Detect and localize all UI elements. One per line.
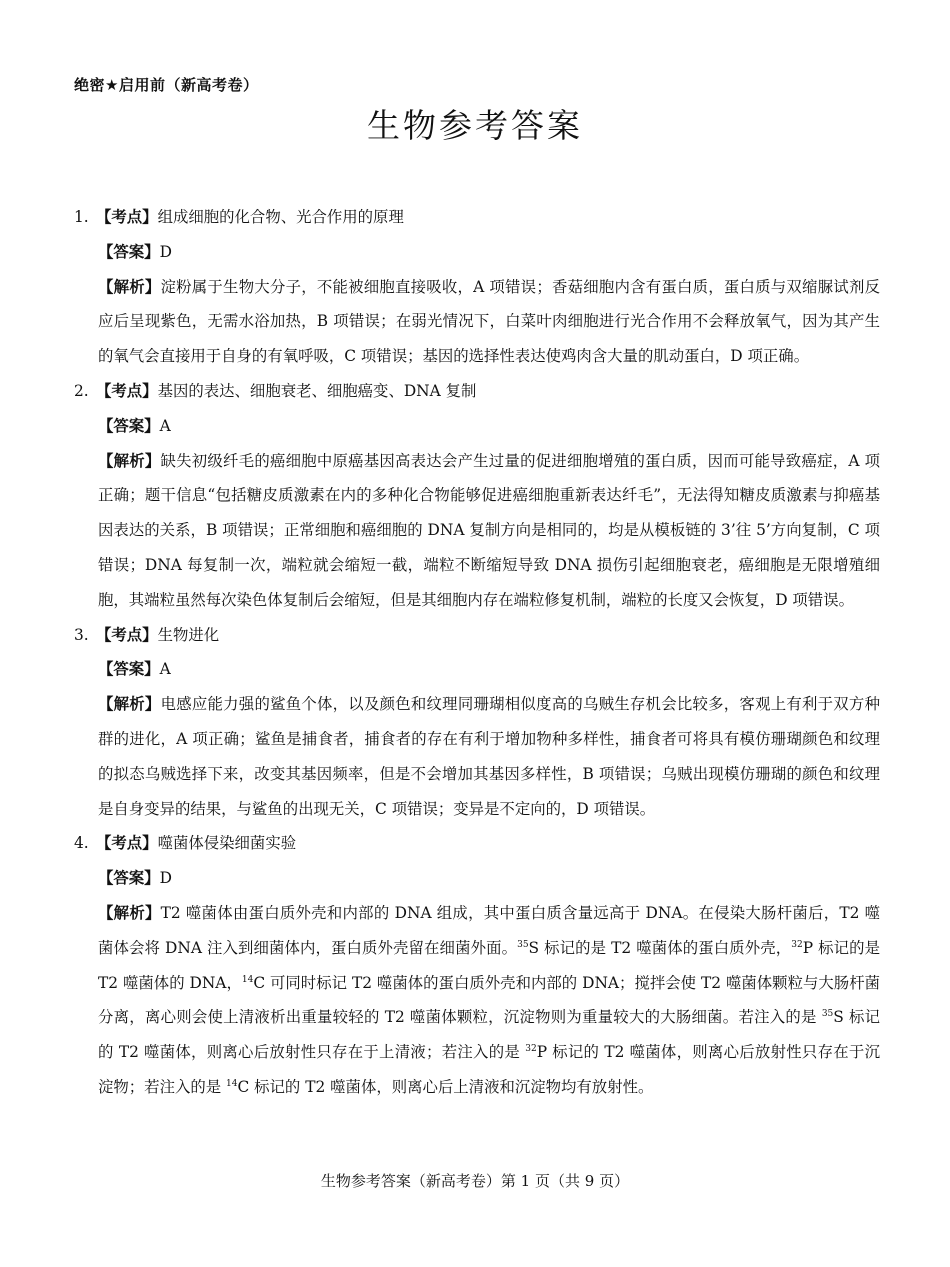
answer-label: 【答案】 [98, 869, 160, 888]
answer-content [74, 200, 880, 1105]
question-topic: 基因的表达、细胞衰老、细胞癌变、DNA 复制 [157, 381, 477, 400]
isotope-superscript-14: 14 [226, 1078, 238, 1089]
question-2 [74, 374, 880, 618]
question-2-topic-line [74, 374, 880, 409]
kaodian-label: 【考点】 [96, 208, 158, 226]
question-2-analysis [98, 444, 880, 618]
analysis-text-part-6: P 标记的 T2 噬菌体，则离心后放射性只存在于沉淀物；若注入的是 [98, 1043, 880, 1096]
question-3-topic-line [74, 618, 880, 653]
question-number: 4. [74, 834, 89, 853]
question-3-answer-line [98, 652, 880, 687]
kaodian-label: 【考点】 [96, 625, 158, 644]
answer-value: A [159, 416, 171, 435]
analysis-label: 【解析】 [98, 451, 161, 470]
analysis-text-part-2: S 标记的是 T2 噬菌体的蛋白质外壳， [528, 938, 792, 957]
question-4 [74, 826, 880, 1104]
answer-label: 【答案】 [98, 660, 160, 679]
answer-value: D [159, 242, 172, 261]
question-1 [74, 200, 880, 374]
question-topic: 噬菌体侵染细菌实验 [157, 834, 297, 853]
answer-value: A [159, 660, 171, 679]
question-3-analysis [98, 687, 880, 826]
isotope-superscript-14: 14 [241, 974, 254, 985]
question-number: 3. [74, 625, 89, 644]
analysis-text: 缺失初级纤毛的癌细胞中原癌基因高表达会产生过量的促进细胞增殖的蛋白质，因而可能导致癌症，A 项正确；题干信息“包括糖皮质激素在内的多种化合物能够促进癌细胞重新表达纤毛”，无法得知糖皮质激素与抑癌基因表达的关系，B 项错误；正常细胞和癌细胞的 DNA 复制方向是相同的，均是从模板链的 3’往 5’方向复制，C 项错误；DNA 每复制一次，端粒就会缩短一截，端粒不断缩短导致 DNA 损伤引起细胞衰老，癌细胞是无限增殖细胞，其端粒虽然每次染色体复制后会缩短，但是其细胞内存在端粒修复机制，端粒的长度又会恢复，D 项错误。 [98, 451, 880, 609]
answer-label: 【答案】 [98, 242, 160, 261]
analysis-text-part-7: C 标记的 T2 噬菌体，则离心后上清液和沉淀物均有放射性。 [237, 1077, 654, 1096]
answer-value: D [159, 869, 172, 888]
question-number: 2. [74, 381, 89, 400]
kaodian-label: 【考点】 [96, 834, 158, 853]
analysis-label: 【解析】 [98, 277, 161, 296]
analysis-text: 淀粉属于生物大分子，不能被细胞直接吸收，A 项错误；香菇细胞内含有蛋白质，蛋白质与双缩脲试剂反应后呈现紫色，无需水浴加热，B 项错误；在弱光情况下，白菜叶肉细胞进行光合作用不会释放氧气，因为其产生的氧气会直接用于自身的有氧呼吸，C 项错误；基因的选择性表达使鸡肉含大量的肌动蛋白，D 项正确。 [98, 277, 880, 366]
question-3 [74, 618, 880, 827]
question-topic: 组成细胞的化合物、光合作用的原理 [157, 208, 404, 226]
analysis-text-part-1: T2 噬菌体由蛋白质外壳和内部的 DNA 组成，其中蛋白质含量远高于 DNA。在侵染大肠杆菌后，T2 噬菌体会将 DNA 注入到细菌体内，蛋白质外壳留在细菌外面。 [98, 903, 880, 957]
analysis-text-part-5: S 标记的 T2 噬菌体，则离心后放射性只存在于上清液；若注入的是 [98, 1008, 880, 1062]
isotope-superscript-32: 32 [525, 1044, 537, 1055]
isotope-superscript-35: 35 [517, 939, 529, 950]
question-1-analysis [98, 270, 880, 374]
question-4-answer-line [98, 861, 880, 896]
question-1-topic-line [74, 200, 880, 235]
isotope-superscript-32: 32 [791, 939, 803, 950]
analysis-text: 电感应能力强的鲨鱼个体，以及颜色和纹理同珊瑚相似度高的乌贼生存机会比较多，客观上有利于双方种群的进化，A 项正确；鲨鱼是捕食者，捕食者的存在有利于增加物种多样性，捕食者可将具有模仿珊瑚颜色和纹理的拟态乌贼选择下来，改变其基因频率，但是不会增加其基因多样性，B 项错误；乌贼出现模仿珊瑚的颜色和纹理是自身变异的结果，与鲨鱼的出现无关，C 项错误；变异是不定向的，D 项错误。 [98, 695, 880, 818]
analysis-text-part-4: C 可同时标记 T2 噬菌体的蛋白质外壳和内部的 DNA；搅拌会使 T2 噬菌体颗粒与大肠杆菌分离，离心则会使上清液析出重量较轻的 T2 噬菌体颗粒，沉淀物则为重量较大的大肠细菌。若注入的是 [98, 973, 881, 1027]
question-1-answer-line [98, 235, 880, 270]
page-footer: 生物参考答案（新高考卷）第 1 页（共 9 页） [320, 1172, 630, 1190]
question-4-topic-line [74, 826, 880, 861]
answer-label: 【答案】 [98, 416, 160, 435]
question-4-analysis [98, 896, 880, 1105]
question-2-answer-line [98, 409, 880, 444]
page-title: 生物参考答案 [367, 106, 583, 145]
confidential-mark: 绝密★启用前（新高考卷） [74, 76, 259, 94]
analysis-text-part-3: P 标记的是 T2 噬菌体的 DNA， [98, 938, 880, 992]
question-topic: 生物进化 [157, 625, 220, 644]
question-number: 1. [74, 208, 89, 226]
isotope-superscript-35: 35 [821, 1009, 834, 1020]
kaodian-label: 【考点】 [96, 381, 158, 400]
analysis-label: 【解析】 [98, 695, 161, 714]
analysis-label: 【解析】 [98, 903, 161, 922]
